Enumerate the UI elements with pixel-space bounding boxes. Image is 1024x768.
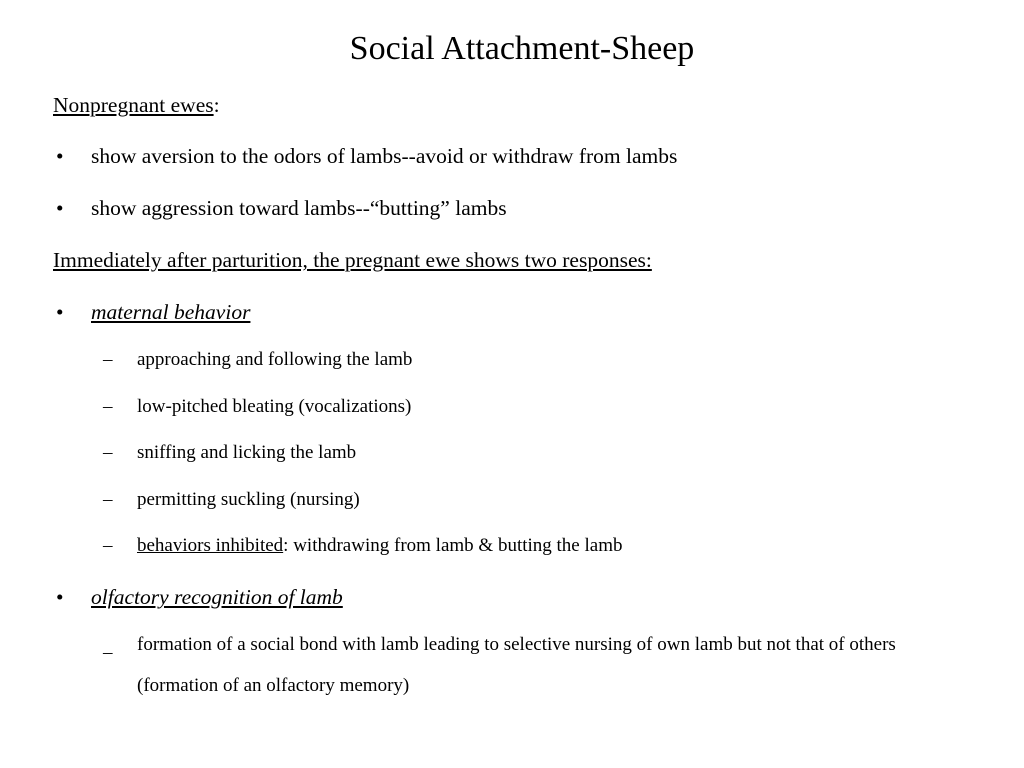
- bullet-icon: •: [56, 196, 64, 220]
- list-item: approaching and following the lamb: [137, 349, 413, 370]
- parturition-heading: Immediately after parturition, the pregnant ewe shows two responses:: [53, 248, 652, 272]
- dash-icon: –: [103, 396, 113, 417]
- list-item: show aversion to the odors of lambs--avoid or withdraw from lambs: [91, 144, 678, 168]
- list-item: sniffing and licking the lamb: [137, 442, 357, 463]
- nonpregnant-heading: [53, 92, 220, 118]
- bullet-icon: •: [56, 300, 64, 324]
- list-item: permitting suckling (nursing): [137, 489, 360, 510]
- olfactory-recognition-label: olfactory recognition of lamb: [91, 585, 343, 609]
- slide-title: Social Attachment-Sheep: [349, 30, 695, 67]
- dash-icon: –: [103, 442, 113, 463]
- list-item: low-pitched bleating (vocalizations): [137, 396, 412, 417]
- behaviors-inhibited-item: [137, 534, 622, 558]
- bullet-icon: •: [56, 144, 64, 168]
- list-item: show aggression toward lambs--“butting” lambs: [91, 196, 507, 220]
- behaviors-inhibited-label: behaviors inhibited: [137, 535, 284, 556]
- nonpregnant-heading-text: Nonpregnant ewes: [53, 93, 214, 117]
- behaviors-inhibited-text: : withdrawing from lamb & butting the lamb: [283, 535, 623, 556]
- bullet-icon: •: [56, 585, 64, 609]
- list-item: formation of a social bond with lamb leading to selective nursing of own lamb but not that of others (formation of an olfactory memory): [137, 634, 896, 696]
- dash-icon: –: [103, 489, 113, 510]
- dash-icon: –: [103, 349, 113, 370]
- maternal-behavior-label: maternal behavior: [91, 300, 251, 324]
- nonpregnant-heading-colon: :: [213, 93, 220, 117]
- dash-icon: –: [103, 642, 113, 663]
- dash-icon: –: [103, 535, 113, 556]
